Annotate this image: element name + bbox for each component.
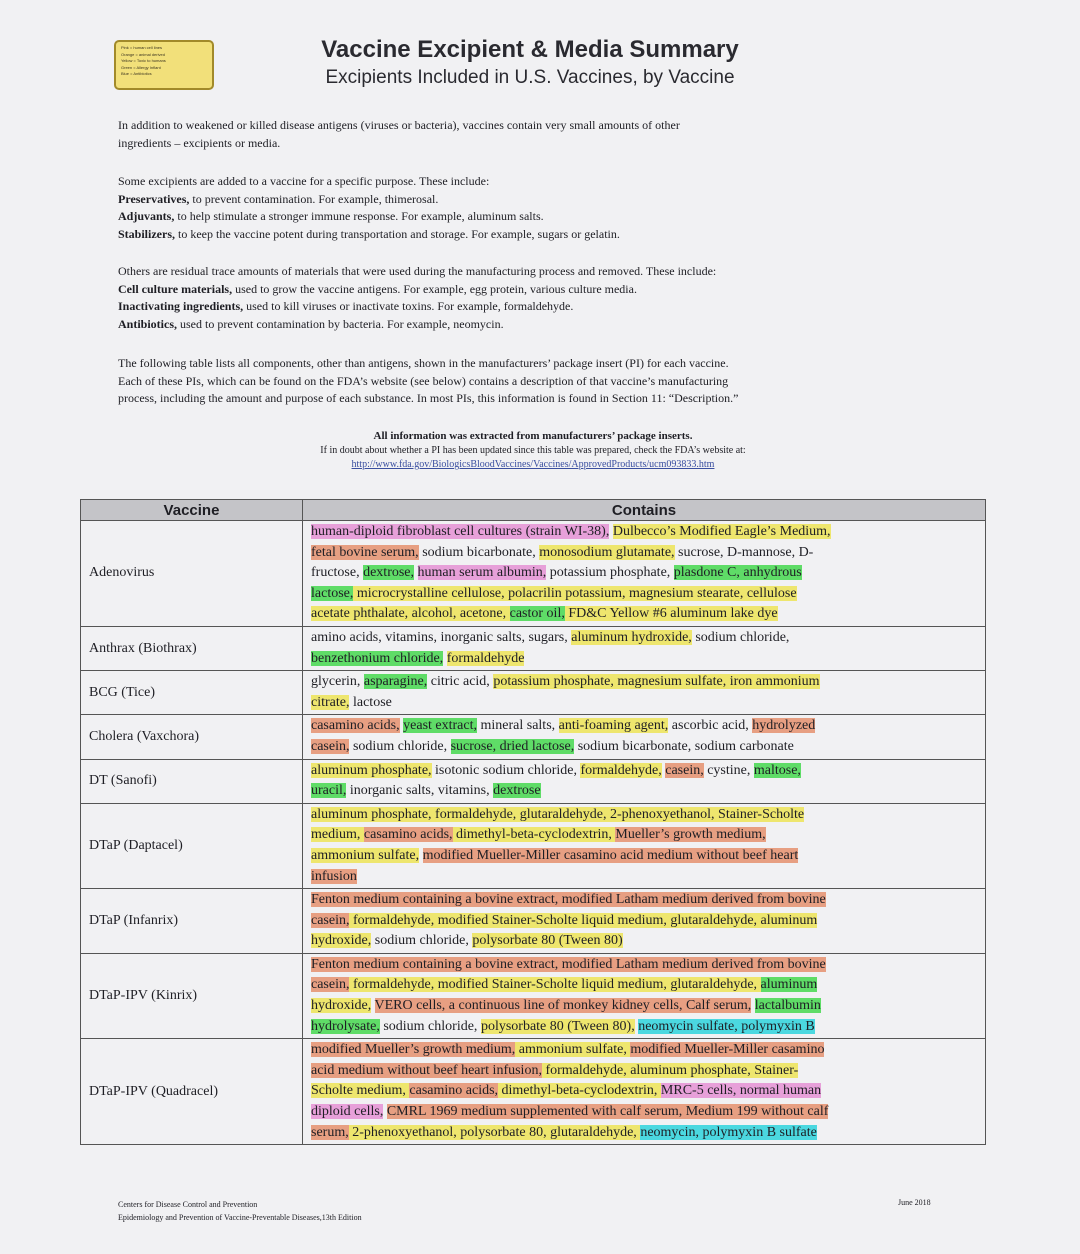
legend-entry: Yellow = Toxic to humans: [121, 58, 166, 63]
highlighted-ingredient: casein,: [665, 762, 704, 778]
highlighted-ingredient: medium,: [311, 827, 364, 843]
highlighted-ingredient: ammonium sulfate,: [515, 1042, 631, 1058]
purpose-item: Adjuvants, to help stimulate a stronger immune response. For example, aluminum salts.: [118, 209, 544, 223]
ingredient-line: [311, 867, 981, 888]
highlighted-ingredient: lactose,: [311, 585, 354, 601]
highlighted-ingredient: casein,: [311, 977, 350, 993]
table-row: [81, 803, 986, 888]
highlighted-ingredient: potassium phosphate, magnesium sulfate, iron ammonium: [493, 674, 820, 690]
ingredient-line: [311, 761, 981, 782]
highlighted-ingredient: human serum albumin,: [417, 565, 547, 581]
highlighted-ingredient: neomycin sulfate, polymyxin B: [638, 1018, 815, 1034]
highlighted-ingredient: formaldehyde,: [580, 762, 662, 778]
highlighted-ingredient: fetal bovine serum,: [311, 544, 419, 560]
highlighted-ingredient: Dulbecco’s Modified Eagle’s Medium,: [612, 524, 831, 539]
excipient-table: [80, 499, 986, 1145]
highlighted-ingredient: hydrolyzed: [752, 718, 816, 734]
ingredient-line: [311, 1061, 981, 1082]
table-row: [81, 759, 986, 803]
table-row: [81, 953, 986, 1038]
ingredient-line: [311, 996, 981, 1017]
highlighted-ingredient: benzethonium chloride,: [311, 650, 444, 666]
column-header-vaccine: Vaccine: [81, 500, 303, 521]
legend-entry: Blue = Antibiotics: [121, 71, 152, 76]
highlighted-ingredient: infusion: [311, 868, 357, 884]
ingredient-line: [311, 1017, 981, 1038]
table-row: [81, 1039, 986, 1145]
vaccine-name: DTaP-IPV (Kinrix): [81, 953, 303, 1038]
ingredient-text: [414, 565, 418, 580]
highlighted-ingredient: neomycin, polymyxin B sulfate: [640, 1124, 817, 1140]
highlighted-ingredient: acid medium without beef heart infusion,: [311, 1062, 542, 1078]
highlighted-ingredient: hydrolysate,: [311, 1018, 380, 1034]
purpose-item: Stabilizers, to keep the vaccine potent during transportation and storage. For example, sugars or gelatin.: [118, 226, 620, 241]
ingredient-line: [311, 693, 981, 714]
ingredient-line: [311, 563, 981, 584]
legend-entry: Pink = human cell lines: [121, 45, 163, 50]
page-title: Vaccine Excipient & Media Summary: [321, 36, 739, 63]
vaccine-name: DTaP (Infanrix): [81, 889, 303, 954]
ingredients-cell: [303, 889, 986, 954]
ingredient-text: fructose,: [311, 565, 364, 581]
ingredients-cell: [303, 953, 986, 1038]
highlighted-ingredient: Fenton medium containing a bovine extract, modified Latham medium derived from bovine: [311, 892, 826, 908]
vaccine-name: DT (Sanofi): [81, 759, 303, 803]
highlighted-ingredient: modified Mueller-Miller casamino: [630, 1042, 825, 1058]
highlighted-ingredient: acetate phthalate, alcohol, acetone,: [311, 606, 510, 622]
highlighted-ingredient: MRC-5 cells, normal human: [660, 1083, 822, 1099]
footer-source: [118, 1198, 362, 1224]
highlighted-ingredient: aluminum phosphate,: [311, 762, 432, 778]
highlighted-ingredient: Fenton medium containing a bovine extract, modified Latham medium derived from bovine: [311, 956, 826, 972]
ingredient-text: potassium phosphate,: [546, 565, 674, 581]
column-header-contains: Contains: [303, 500, 986, 521]
highlighted-ingredient: formaldehyde, modified Stainer-Scholte liquid medium, glutaraldehyde,: [349, 977, 761, 993]
table-header-row: [81, 500, 986, 521]
table-row: [81, 671, 986, 715]
highlighted-ingredient: ammonium sulfate,: [311, 847, 420, 863]
ingredient-line: [311, 955, 981, 976]
highlighted-ingredient: microcrystalline cellulose, polacrilin potassium, magnesium stearate, cellulose: [353, 585, 797, 601]
highlighted-ingredient: dimethyl-beta-cyclodextrin,: [452, 827, 616, 843]
highlighted-ingredient: CMRL 1969 medium supplemented with calf serum, Medium 199 without calf: [386, 1104, 829, 1120]
ingredient-line: [311, 522, 981, 543]
ingredient-text: sodium chloride,: [691, 629, 790, 645]
vaccine-name: DTaP-IPV (Quadracel): [81, 1039, 303, 1145]
vaccine-name: Adenovirus: [81, 521, 303, 627]
ingredient-text: glycerin,: [311, 674, 364, 690]
highlighted-ingredient: FD&C Yellow #6 aluminum lake dye: [564, 606, 778, 622]
ingredients-cell: [303, 521, 986, 627]
highlighted-ingredient: dextrose,: [363, 565, 415, 581]
table-intro-line: process, including the amount and purpose of each substance. In most PIs, this information is found in Section 11: “Description.”: [118, 391, 739, 405]
ingredients-cell: [303, 803, 986, 888]
highlighted-ingredient: aluminum: [760, 977, 818, 993]
ingredient-text: cystine,: [703, 762, 754, 778]
fda-notice: [118, 428, 948, 472]
fda-link[interactable]: http://www.fda.gov/BiologicsBloodVaccines/Vaccines/ApprovedProducts/ucm093833.htm: [351, 459, 715, 470]
highlighted-ingredient: lactalbumin: [754, 998, 821, 1014]
ingredient-line: [311, 825, 981, 846]
highlighted-ingredient: diploid cells,: [311, 1104, 384, 1120]
residual-item: Antibiotics, used to prevent contamination by bacteria. For example, neomycin.: [118, 316, 504, 331]
ingredients-cell: [303, 715, 986, 759]
ingredient-line: [311, 649, 981, 670]
highlighted-ingredient: dimethyl-beta-cyclodextrin,: [498, 1083, 661, 1099]
ingredient-text: citric acid,: [427, 674, 494, 690]
notice-text: If in doubt about whether a PI has been updated since this table was prepared, check the FDA’s website at:: [320, 445, 746, 456]
ingredient-line: [311, 604, 981, 625]
table-intro-paragraph: [118, 355, 948, 408]
page-subtitle: Excipients Included in U.S. Vaccines, by Vaccine: [325, 67, 735, 88]
ingredient-line: [311, 1081, 981, 1102]
table-row: [81, 521, 986, 627]
ingredient-text: sodium chloride,: [371, 933, 473, 949]
ingredient-line: [311, 543, 981, 564]
ingredient-text: sodium chloride,: [379, 1018, 481, 1034]
highlighted-ingredient: aluminum phosphate, formaldehyde, glutaraldehyde, 2-phenoxyethanol, Stainer-Scholte: [311, 806, 805, 822]
ingredient-line: [311, 1102, 981, 1123]
highlighted-ingredient: human-diploid fibroblast cell cultures (strain WI-38),: [311, 524, 610, 539]
ingredient-text: inorganic salts, vitamins,: [346, 783, 494, 799]
purpose-paragraph: [118, 173, 948, 243]
intro-paragraph: [118, 117, 948, 152]
highlighted-ingredient: maltose,: [753, 762, 801, 778]
highlighted-ingredient: plasdone C, anhydrous: [673, 565, 802, 581]
highlighted-ingredient: asparagine,: [363, 674, 428, 690]
highlighted-ingredient: Mueller’s growth medium,: [615, 827, 766, 843]
highlighted-ingredient: casamino acids,: [363, 827, 453, 843]
vaccine-name: BCG (Tice): [81, 671, 303, 715]
ingredient-text: mineral salts,: [477, 718, 559, 734]
ingredient-line: [311, 1123, 981, 1144]
ingredient-line: [311, 672, 981, 693]
highlighted-ingredient: citrate,: [311, 694, 350, 710]
ingredient-text: sodium bicarbonate, sodium carbonate: [574, 738, 794, 754]
footer-source-line: Centers for Disease Control and Prevention: [118, 1200, 258, 1209]
ingredient-text: isotonic sodium chloride,: [431, 762, 581, 778]
ingredient-line: [311, 1040, 981, 1061]
highlighted-ingredient: anti-foaming agent,: [558, 718, 669, 734]
footer-date: June 2018: [898, 1198, 931, 1207]
highlighted-ingredient: 2-phenoxyethanol, polysorbate 80, glutaraldehyde,: [348, 1124, 641, 1140]
ingredient-text: sodium bicarbonate,: [418, 544, 540, 560]
vaccine-name: DTaP (Daptacel): [81, 803, 303, 888]
highlighted-ingredient: hydroxide,: [311, 933, 372, 949]
highlighted-ingredient: serum,: [311, 1124, 349, 1140]
intro-line: In addition to weakened or killed disease antigens (viruses or bacteria), vaccines contain very small amounts of other: [118, 118, 680, 132]
highlighted-ingredient: casein,: [311, 738, 350, 754]
residual-paragraph: [118, 263, 948, 333]
highlighted-ingredient: castor oil,: [509, 606, 565, 622]
highlighted-ingredient: modified Mueller’s growth medium,: [311, 1042, 516, 1058]
ingredient-line: [311, 805, 981, 826]
highlighted-ingredient: monosodium glutamate,: [539, 544, 675, 560]
highlighted-ingredient: polysorbate 80 (Tween 80): [472, 933, 623, 949]
table-intro-line: Each of these PIs, which can be found on the FDA’s website (see below) contains a description of that vaccine’s manufacturing: [118, 373, 729, 388]
vaccine-name: Anthrax (Biothrax): [81, 626, 303, 670]
highlighted-ingredient: yeast extract,: [403, 718, 477, 734]
ingredient-line: [311, 931, 981, 952]
highlighted-ingredient: polysorbate 80 (Tween 80),: [480, 1018, 635, 1034]
highlighted-ingredient: uracil,: [311, 783, 347, 799]
ingredient-line: [311, 975, 981, 996]
highlighted-ingredient: formaldehyde, aluminum phosphate, Stainer-: [541, 1062, 799, 1078]
highlighted-ingredient: hydroxide,: [311, 998, 372, 1014]
ingredient-line: [311, 846, 981, 867]
ingredient-line: [311, 737, 981, 758]
ingredients-cell: [303, 671, 986, 715]
highlighted-ingredient: sucrose, dried lactose,: [450, 738, 575, 754]
table-intro-line: The following table lists all components, other than antigens, shown in the manufacturers’ package insert (PI) for each vaccine.: [118, 356, 729, 370]
ingredient-line: [311, 781, 981, 802]
highlighted-ingredient: Scholte medium,: [311, 1083, 410, 1099]
ingredient-line: [311, 584, 981, 605]
ingredient-line: [311, 890, 981, 911]
ingredient-text: ascorbic acid,: [668, 718, 753, 734]
highlighted-ingredient: casein,: [311, 912, 350, 928]
color-legend: [114, 40, 214, 90]
footer-source-line: Epidemiology and Prevention of Vaccine-Preventable Diseases,13th Edition: [118, 1213, 362, 1222]
intro-line: ingredients – excipients or media.: [118, 135, 281, 150]
residual-item: Inactivating ingredients, used to kill viruses or inactivate toxins. For example, formaldehyde.: [118, 299, 574, 313]
notice-heading: All information was extracted from manufacturers’ package inserts.: [373, 430, 693, 442]
ingredient-line: [311, 716, 981, 737]
purpose-item: Preservatives, to prevent contamination. For example, thimerosal.: [118, 191, 439, 206]
legend-entry: Green = Allergy Inflant: [121, 64, 161, 70]
purpose-lead: Some excipients are added to a vaccine for a specific purpose. These include:: [118, 174, 490, 188]
highlighted-ingredient: formaldehyde: [446, 650, 525, 666]
highlighted-ingredient: modified Mueller-Miller casamino acid medium without beef heart: [422, 847, 799, 863]
residual-lead: Others are residual trace amounts of materials that were used during the manufacturing process and removed. These include:: [118, 264, 717, 278]
table-row: [81, 889, 986, 954]
ingredient-line: [311, 628, 981, 649]
highlighted-ingredient: dextrose: [493, 783, 541, 799]
ingredient-text: amino acids, vitamins, inorganic salts, sugars,: [311, 629, 572, 645]
ingredients-cell: [303, 626, 986, 670]
ingredient-text: sucrose, D-mannose, D-: [674, 544, 814, 560]
residual-item: Cell culture materials, used to grow the vaccine antigens. For example, egg protein, various culture media.: [118, 281, 637, 296]
highlighted-ingredient: aluminum hydroxide,: [571, 629, 692, 645]
ingredients-cell: [303, 1039, 986, 1145]
ingredient-text: sodium chloride,: [349, 738, 451, 754]
table-row: [81, 715, 986, 759]
table-row: [81, 626, 986, 670]
ingredients-cell: [303, 759, 986, 803]
highlighted-ingredient: casamino acids,: [409, 1083, 499, 1099]
vaccine-name: Cholera (Vaxchora): [81, 715, 303, 759]
legend-entry: Orange = animal derived: [121, 51, 165, 57]
ingredient-text: lactose: [349, 694, 392, 710]
ingredient-line: [311, 911, 981, 932]
highlighted-ingredient: VERO cells, a continuous line of monkey kidney cells, Calf serum,: [374, 998, 752, 1014]
highlighted-ingredient: casamino acids,: [311, 718, 400, 734]
highlighted-ingredient: formaldehyde, modified Stainer-Scholte liquid medium, glutaraldehyde, aluminum: [349, 912, 818, 928]
